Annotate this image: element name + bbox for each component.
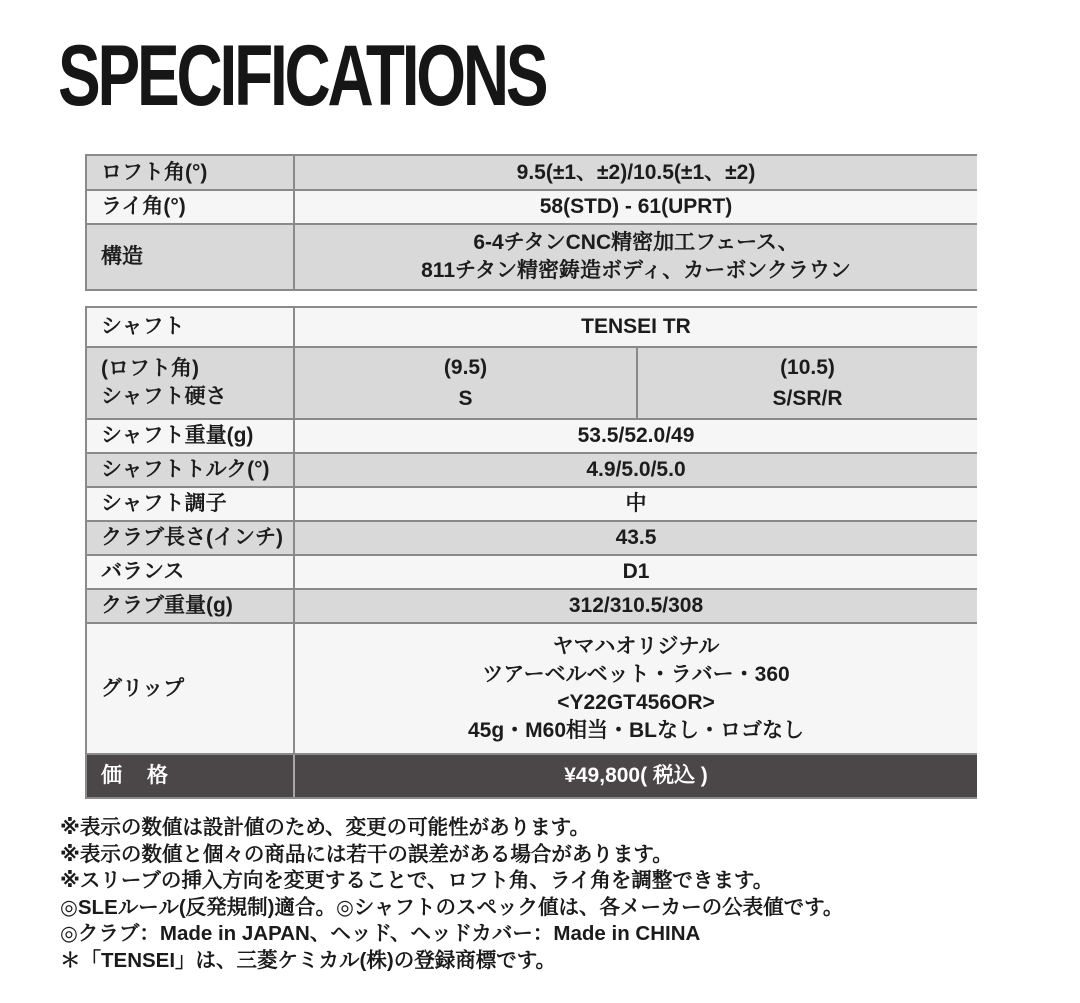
price-value: ¥49,800( 税込 ) [564,764,708,787]
loft-95: (9.5) [443,356,488,379]
table-row-grip [87,622,977,753]
table-row-shaft-weight [87,418,977,452]
footnote-6: ＊「TENSEI」は、三菱ケミカル(株)の登録商標です。 [60,948,557,972]
table-row-shaft-flex [87,346,977,418]
flex-105: S/SR/R [772,387,843,410]
grip-line-2: ツアーベルベット・ラバー・360 [482,662,790,686]
balance-value: D1 [622,560,650,583]
page-title: SPECIFICATIONS [58,27,546,124]
shaft-torque-label: シャフトトルク(°) [87,454,295,486]
construction-value [295,227,977,287]
footnote-1: ※表示の数値は設計値のため、変更の可能性があります。 [60,816,590,839]
construction-line-2: 811チタン精密鋳造ボディ、カーボンクラウン [421,259,851,282]
table-row-construction [87,223,977,289]
price-label: 価 格 [87,755,295,797]
lie-label: ライ角(°) [87,191,295,223]
table-row-lie [87,189,977,223]
grip-line-1: ヤマハオリジナル [552,634,720,658]
shaft-weight-value: 53.5/52.0/49 [577,424,695,447]
table-row-balance [87,554,977,588]
construction-line-1: 6-4チタンCNC精密加工フェース、 [473,231,799,254]
club-length-value: 43.5 [615,526,657,549]
shaft-flex-col-105 [636,348,977,418]
construction-label: 構造 [87,225,295,289]
shaft-flex-label [87,348,295,418]
footnote-5: ◎クラブ：Made in JAPAN、ヘッド、ヘッドカバー：Made in CHINA [60,922,701,945]
flex-95: S [458,387,473,410]
balance-label: バランス [87,556,295,588]
shaft-spec-table [85,306,977,799]
grip-line-4: 45g・M60相当・BLなし・ロゴなし [467,718,805,742]
head-spec-table [85,154,977,291]
club-weight-label: クラブ重量(g) [87,590,295,622]
shaft-torque-value: 4.9/5.0/5.0 [586,458,686,481]
lie-value: 58(STD) - 61(UPRT) [539,195,733,218]
table-row-club-weight [87,588,977,622]
shaft-flex-label-line-1: (ロフト角) [101,357,199,380]
shaft-flex-col-95 [295,349,636,417]
table-row-shaft-torque [87,452,977,486]
table-row-shaft-kickpoint [87,486,977,520]
table-row-price [87,753,977,797]
footnote-3: ※スリーブの挿入方向を変更することで、ロフト角、ライ角を調整できます。 [60,869,774,892]
club-length-label: クラブ長さ(インチ) [87,522,295,554]
footnote-2: ※表示の数値と個々の商品には若干の誤差がある場合があります。 [60,842,673,866]
loft-105: (10.5) [780,356,835,379]
shaft-kickpoint-value: 中 [625,492,647,515]
table-row-loft [87,156,977,189]
shaft-value: TENSEI TR [581,315,691,338]
shaft-kickpoint-label: シャフト調子 [87,488,295,520]
footnote-4: ◎SLEルール(反発規制)適合。◎シャフトのスペック値は、各メーカーの公表値です。 [60,895,844,919]
grip-label: グリップ [87,624,295,753]
loft-value: 9.5(±1、±2)/10.5(±1、±2) [516,160,756,184]
shaft-label: シャフト [87,308,295,346]
club-weight-value: 312/310.5/308 [568,594,704,617]
table-row-club-length [87,520,977,554]
shaft-flex-values [295,348,977,418]
grip-value [295,631,977,747]
table-row-shaft [87,308,977,346]
shaft-flex-label-line-2: シャフト硬さ [101,385,227,408]
footnotes [60,815,1080,974]
shaft-weight-label: シャフト重量(g) [87,420,295,452]
loft-label: ロフト角(°) [87,156,295,189]
grip-line-3: <Y22GT456OR> [557,690,715,714]
